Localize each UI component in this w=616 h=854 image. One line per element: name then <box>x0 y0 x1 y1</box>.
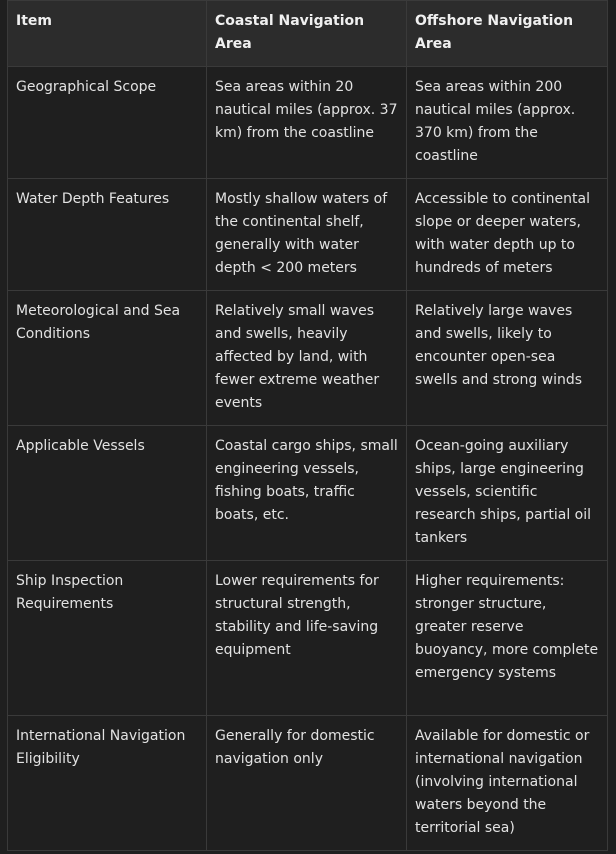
row-label: Geographical Scope <box>8 67 207 179</box>
coastal-cell: Mostly shallow waters of the continental shelf, generally with water depth < 200 meters <box>207 179 407 291</box>
row-label: Meteorological and Sea Conditions <box>8 291 207 426</box>
coastal-cell: Relatively small waves and swells, heavily affected by land, with fewer extreme weather events <box>207 291 407 426</box>
coastal-cell: Generally for domestic navigation only <box>207 716 407 851</box>
coastal-cell: Sea areas within 20 nautical miles (approx. 37 km) from the coastline <box>207 67 407 179</box>
coastal-cell: Coastal cargo ships, small engineering vessels, fishing boats, traffic boats, etc. <box>207 426 407 561</box>
table-row <box>8 291 608 426</box>
row-label: Water Depth Features <box>8 179 207 291</box>
header-cell-coastal: Coastal Navigation Area <box>207 1 407 67</box>
table-row <box>8 179 608 291</box>
table-header <box>8 1 608 67</box>
comparison-table <box>7 0 608 851</box>
offshore-cell: Higher requirements: stronger structure, greater reserve buoyancy, more complete emergency systems <box>407 561 608 716</box>
header-cell-offshore: Offshore Navigation Area <box>407 1 608 67</box>
offshore-cell: Available for domestic or international navigation (involving international waters beyond the territorial sea) <box>407 716 608 851</box>
header-cell-item: Item <box>8 1 207 67</box>
table-row <box>8 561 608 716</box>
offshore-cell: Relatively large waves and swells, likely to encounter open-sea swells and strong winds <box>407 291 608 426</box>
coastal-cell: Lower requirements for structural strength, stability and life-saving equipment <box>207 561 407 716</box>
offshore-cell: Ocean-going auxiliary ships, large engineering vessels, scientific research ships, partial oil tankers <box>407 426 608 561</box>
row-label: Applicable Vessels <box>8 426 207 561</box>
table-row <box>8 426 608 561</box>
header-row <box>8 1 608 67</box>
offshore-cell: Sea areas within 200 nautical miles (approx. 370 km) from the coastline <box>407 67 608 179</box>
offshore-cell: Accessible to continental slope or deeper waters, with water depth up to hundreds of meters <box>407 179 608 291</box>
table-row <box>8 67 608 179</box>
row-label: Ship Inspection Requirements <box>8 561 207 716</box>
table-body <box>8 67 608 851</box>
table-row <box>8 716 608 851</box>
row-label: International Navigation Eligibility <box>8 716 207 851</box>
